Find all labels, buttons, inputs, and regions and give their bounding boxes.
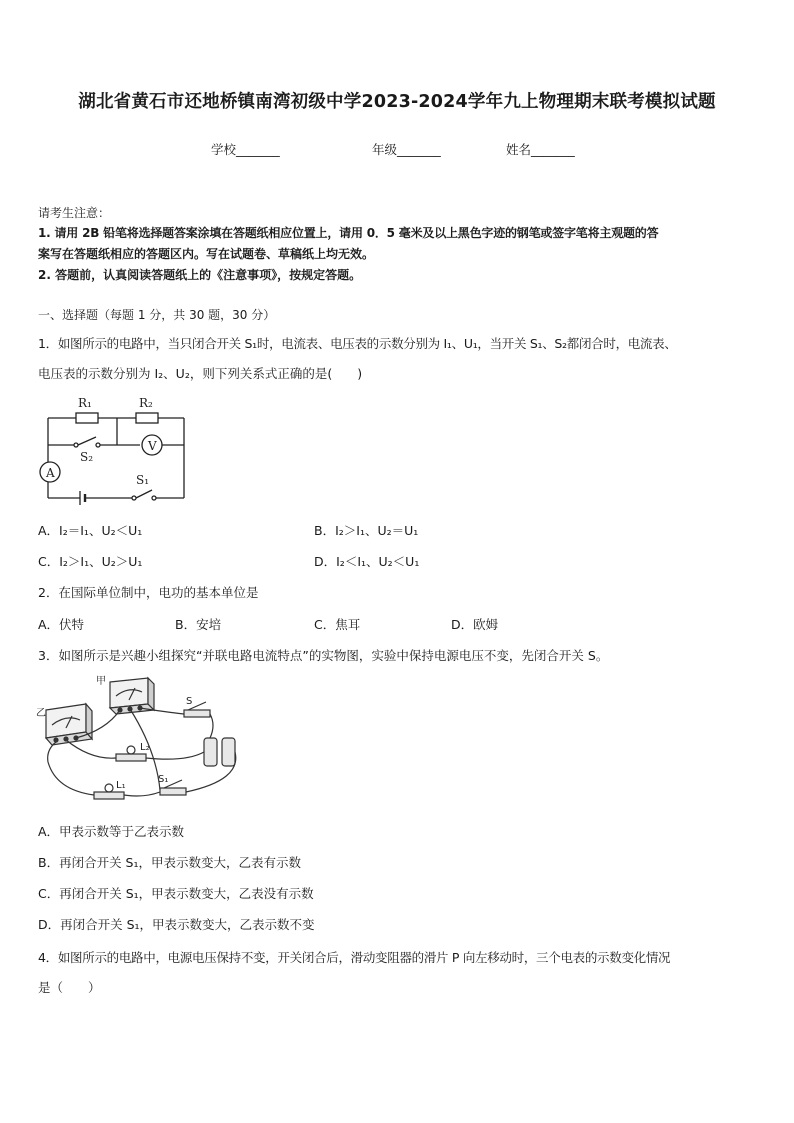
notice-heading: 请考生注意：	[38, 206, 111, 220]
q1-stem-line-2: 电压表的示数分别为 I₂、U₂，则下列关系式正确的是( )	[38, 366, 363, 381]
label-meter-yi: 乙	[36, 708, 46, 719]
q4-stem-line-2: 是（ ）	[38, 980, 101, 995]
grade-field: 年级_______	[372, 142, 441, 157]
q1-option-d: D．I₂＜I₁、U₂＜U₁	[314, 554, 420, 569]
q1-option-b: B．I₂＞I₁、U₂＝U₁	[314, 523, 419, 538]
q1-option-c: C．I₂＞I₁、U₂＞U₁	[38, 554, 143, 569]
label-switch-s1: S₁	[158, 774, 169, 785]
notice-item-2: 2. 答题前，认真阅读答题纸上的《注意事项》，按规定答题。	[38, 268, 362, 282]
page-title: 湖北省黄石市还地桥镇南湾初级中学2023-2024学年九上物理期末联考模拟试题	[78, 92, 716, 112]
q3-option-a: A．甲表示数等于乙表示数	[38, 824, 185, 839]
notice-item-1-line-2: 案写在答题纸相应的答题区内。写在试题卷、草稿纸上均无效。	[38, 247, 375, 261]
section-heading: 一、选择题（每题 1 分，共 30 题，30 分）	[38, 308, 276, 322]
label-r2: R₂	[139, 396, 153, 410]
q1-circuit-diagram	[36, 390, 196, 508]
q3-option-b: B．再闭合开关 S₁，甲表示数变大，乙表有示数	[38, 855, 301, 870]
q2-option-d: D．欧姆	[451, 617, 499, 632]
ammeter-label: A	[46, 466, 55, 480]
q3-apparatus-figure	[36, 670, 250, 810]
label-switch-s: S	[186, 696, 193, 707]
q4-stem-line-1: 4．如图所示的电路中，电源电压保持不变，开关闭合后，滑动变阻器的滑片 P 向左移动时，三个电表的示数变化情况	[38, 950, 671, 965]
notice-item-1-line-1: 1. 请用 2B 铅笔将选择题答案涂填在答题纸相应位置上，请用 0．5 毫米及以上黑色字迹的钢笔或签字笔将主观题的答	[38, 226, 659, 240]
label-r1: R₁	[78, 396, 92, 410]
q3-stem: 3．如图所示是兴趣小组探究“并联电路电流特点”的实物图，实验中保持电源电压不变，先闭合开关 S。	[38, 648, 609, 663]
name-field: 姓名_______	[506, 142, 575, 157]
school-field: 学校_______	[211, 142, 280, 157]
label-bulb-l1: L₁	[116, 780, 126, 791]
q2-stem: 2．在国际单位制中，电功的基本单位是	[38, 585, 259, 600]
q1-stem-line-1: 1．如图所示的电路中，当只闭合开关 S₁时，电流表、电压表的示数分别为 I₁、U₁，当开关 S₁、S₂都闭合时，电流表、	[38, 336, 677, 351]
label-meter-jia: 甲	[96, 676, 106, 687]
q2-option-a: A．伏特	[38, 617, 85, 632]
label-s1: S₁	[136, 473, 150, 487]
q3-option-c: C．再闭合开关 S₁，甲表示数变大，乙表没有示数	[38, 886, 314, 901]
q3-option-d: D．再闭合开关 S₁，甲表示数变大，乙表示数不变	[38, 917, 315, 932]
q2-option-c: C．焦耳	[314, 617, 361, 632]
label-bulb-l2: L₂	[140, 742, 150, 753]
label-s2: S₂	[80, 450, 94, 464]
voltmeter-label: V	[148, 439, 157, 453]
q1-option-a: A．I₂＝I₁、U₂＜U₁	[38, 523, 143, 538]
q2-option-b: B．安培	[175, 617, 222, 632]
